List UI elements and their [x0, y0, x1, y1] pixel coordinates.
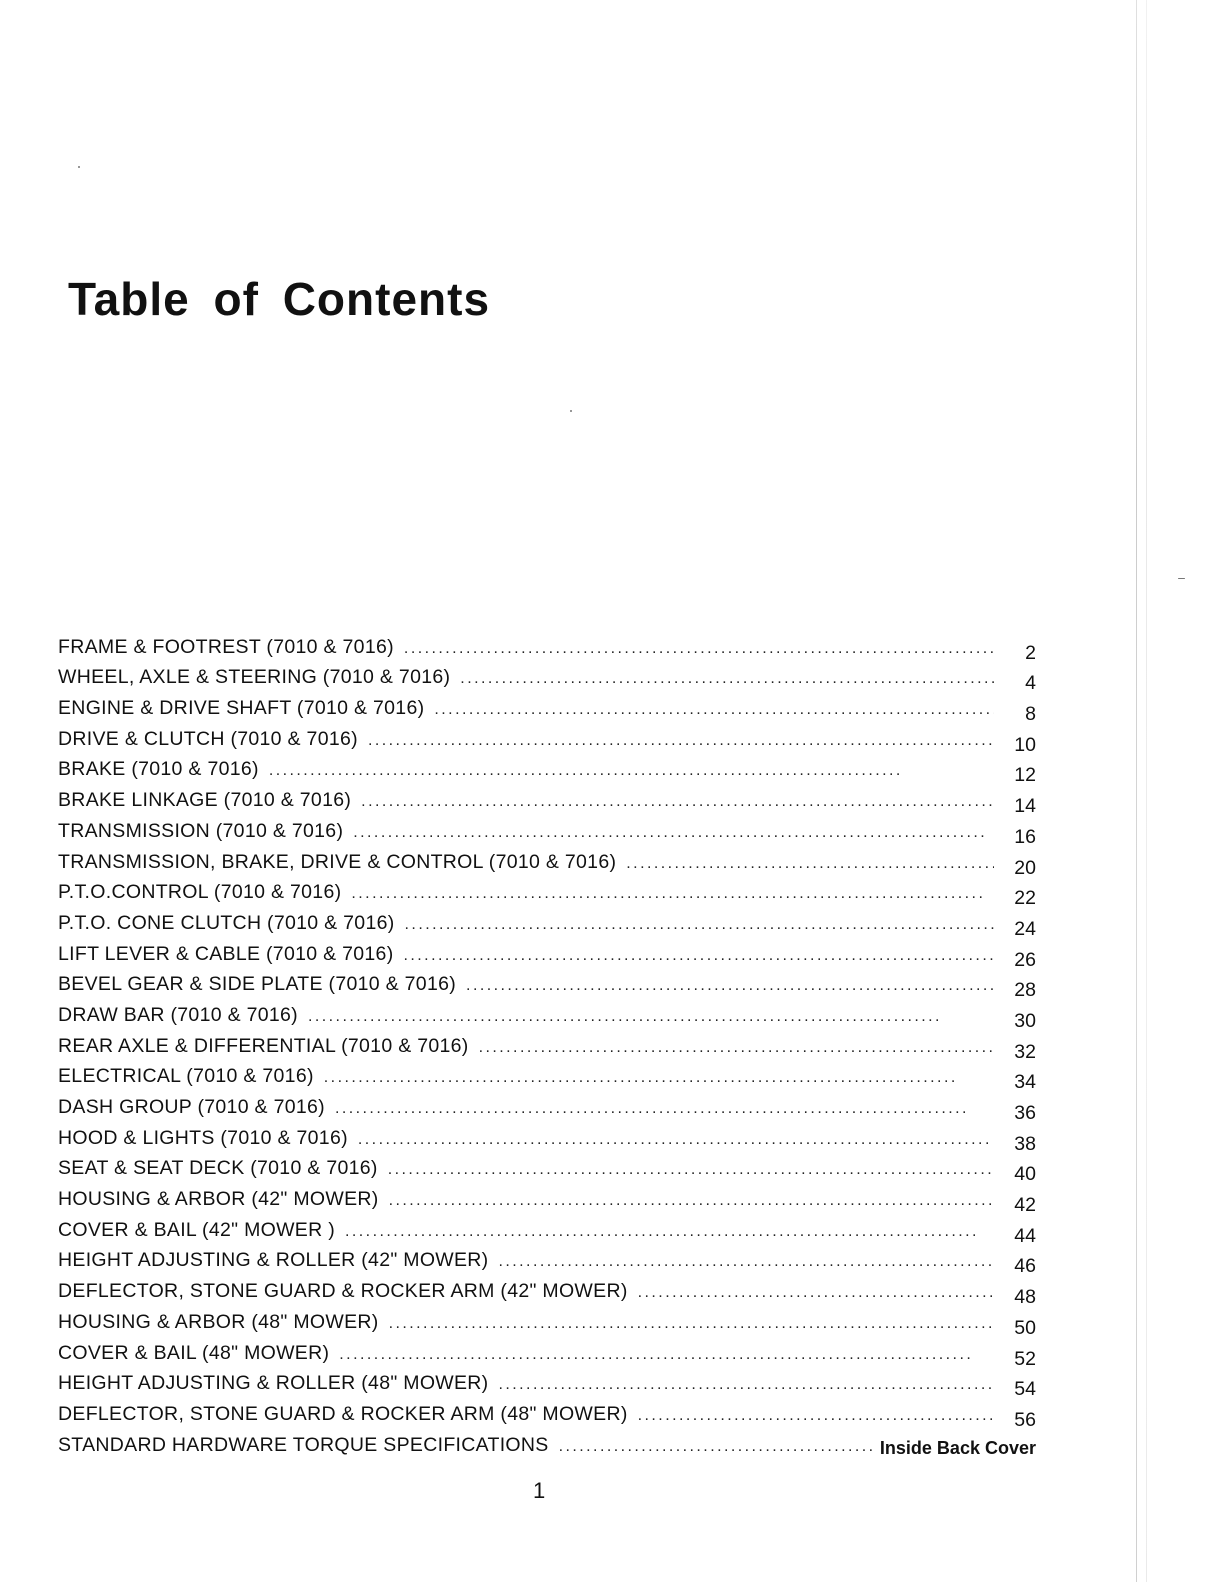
- toc-entry-title: HOOD & LIGHTS (7010 & 7016): [58, 1126, 348, 1149]
- toc-entry-page: 4: [1025, 672, 1036, 695]
- toc-entry-page: 10: [1014, 733, 1036, 756]
- dot-leader: [389, 1313, 994, 1335]
- dot-leader: [269, 760, 994, 782]
- toc-entry[interactable]: [58, 1364, 1036, 1401]
- toc-entry-page: 44: [1014, 1224, 1036, 1247]
- dot-leader: [389, 1190, 994, 1212]
- toc-entry-page: 50: [1014, 1316, 1036, 1339]
- toc-entry[interactable]: [58, 627, 1036, 664]
- toc-entry-page: 30: [1014, 1009, 1036, 1032]
- toc-entry[interactable]: [58, 1394, 1036, 1431]
- dot-leader: [358, 1129, 994, 1151]
- toc-entry-title: SEAT & SEAT DECK (7010 & 7016): [58, 1157, 378, 1180]
- toc-entry-page: 22: [1014, 887, 1036, 910]
- toc-entry-page: 36: [1014, 1102, 1036, 1124]
- dot-leader: [405, 914, 994, 936]
- toc-entry[interactable]: [58, 688, 1036, 726]
- dot-leader: [388, 1159, 994, 1181]
- dot-leader: [368, 730, 994, 752]
- toc-entry-page: 8: [1025, 703, 1036, 726]
- dot-leader: [345, 1221, 994, 1243]
- toc-entry-title: DEFLECTOR, STONE GUARD & ROCKER ARM (42" MOWER): [58, 1280, 628, 1303]
- toc-entry[interactable]: [58, 750, 1036, 787]
- dot-leader: [335, 1098, 994, 1120]
- page-number: 1: [533, 1478, 546, 1503]
- paper-speck: [78, 166, 80, 168]
- dot-leader: [460, 668, 994, 690]
- toc-entry-title: HOUSING & ARBOR (42" MOWER): [58, 1188, 379, 1211]
- page-title: Table of Contents: [68, 273, 491, 325]
- toc-entry[interactable]: [58, 719, 1036, 756]
- toc-entry[interactable]: [58, 842, 1036, 879]
- toc-entry[interactable]: [58, 1179, 1036, 1217]
- toc-entry[interactable]: [58, 658, 1036, 695]
- toc-entry-title: HOUSING & ARBOR (48" MOWER): [58, 1310, 379, 1333]
- toc-entry[interactable]: [58, 1241, 1036, 1278]
- toc-entry-title: DASH GROUP (7010 & 7016): [58, 1096, 325, 1118]
- toc-entry[interactable]: [58, 1271, 1036, 1309]
- toc-entry-page: 32: [1014, 1040, 1036, 1063]
- toc-entry[interactable]: [58, 934, 1036, 971]
- dot-leader: [466, 975, 994, 997]
- dot-leader: [434, 699, 994, 721]
- toc-entry-title: COVER & BAIL (48" MOWER): [58, 1341, 330, 1364]
- toc-entry[interactable]: [58, 1057, 1036, 1094]
- dot-leader: [339, 1344, 994, 1366]
- toc-entry-page: 20: [1014, 856, 1036, 879]
- toc-entry[interactable]: [58, 1087, 1036, 1124]
- toc-entry-title: COVER & BAIL (42" MOWER ): [58, 1218, 335, 1241]
- toc-entry-page: Inside Back Cover: [879, 1437, 1036, 1458]
- toc-entry-page: 56: [1014, 1408, 1036, 1431]
- toc-entry[interactable]: [58, 1118, 1036, 1155]
- dot-leader: [638, 1282, 994, 1304]
- toc-entry-title: P.T.O.CONTROL (7010 & 7016): [58, 881, 342, 904]
- toc-entry[interactable]: [58, 1026, 1036, 1063]
- dot-leader: [361, 791, 994, 813]
- dot-leader: [638, 1405, 994, 1427]
- toc-entry-page: 26: [1014, 948, 1036, 971]
- toc-entry-page: 38: [1014, 1132, 1036, 1155]
- dot-leader: [498, 1374, 994, 1396]
- toc-entry-page: 24: [1014, 917, 1036, 940]
- toc-entry-page: 48: [1014, 1286, 1036, 1309]
- toc-entry[interactable]: [58, 873, 1036, 910]
- dot-leader: [353, 822, 994, 844]
- toc-entry-page: 16: [1014, 825, 1036, 848]
- dot-leader: [559, 1436, 872, 1458]
- toc-entry-page: 40: [1014, 1163, 1036, 1186]
- toc-entry-title: LIFT LEVER & CABLE (7010 & 7016): [58, 942, 394, 965]
- toc-entry-title: HEIGHT ADJUSTING & ROLLER (48" MOWER): [58, 1372, 489, 1395]
- binding-edge-line-faint: [1146, 0, 1147, 1582]
- toc-entry[interactable]: [58, 995, 1036, 1032]
- toc-list: [58, 627, 1036, 1456]
- toc-entry-title: TRANSMISSION (7010 & 7016): [58, 819, 344, 842]
- toc-entry-page: 2: [1025, 641, 1036, 664]
- toc-entry[interactable]: [58, 780, 1036, 818]
- toc-entry-title: ELECTRICAL (7010 & 7016): [58, 1065, 314, 1088]
- toc-entry-page: 52: [1014, 1347, 1036, 1370]
- toc-entry-title: DEFLECTOR, STONE GUARD & ROCKER ARM (48" MOWER): [58, 1402, 628, 1425]
- toc-entry-title: WHEEL, AXLE & STEERING (7010 & 7016): [58, 666, 451, 689]
- dot-leader: [351, 883, 994, 905]
- toc-entry[interactable]: [58, 811, 1036, 848]
- toc-entry[interactable]: [58, 1333, 1036, 1370]
- toc-entry[interactable]: [58, 1302, 1036, 1339]
- dot-leader: [479, 1037, 994, 1059]
- toc-entry-page: 54: [1014, 1378, 1036, 1401]
- toc-entry[interactable]: [58, 965, 1036, 1002]
- toc-entry-title: P.T.O. CONE CLUTCH (7010 & 7016): [58, 911, 395, 934]
- toc-entry[interactable]: [58, 903, 1036, 940]
- toc-entry[interactable]: [58, 1149, 1036, 1186]
- toc-entry-title: FRAME & FOOTREST (7010 & 7016): [58, 635, 394, 658]
- toc-entry-title: STANDARD HARDWARE TORQUE SPECIFICATIONS: [58, 1433, 549, 1456]
- toc-entry-title: REAR AXLE & DIFFERENTIAL (7010 & 7016): [58, 1034, 469, 1057]
- dot-leader: [404, 638, 994, 660]
- toc-entry-page: 34: [1014, 1071, 1036, 1094]
- toc-entry-title: ENGINE & DRIVE SHAFT (7010 & 7016): [58, 697, 425, 720]
- toc-entry[interactable]: [58, 1210, 1036, 1247]
- dot-leader: [498, 1251, 994, 1273]
- toc-entry-title: BRAKE (7010 & 7016): [58, 758, 259, 781]
- toc-entry-page: 46: [1014, 1255, 1036, 1278]
- dot-leader: [308, 1006, 994, 1028]
- toc-entry-title: TRANSMISSION, BRAKE, DRIVE & CONTROL (7010 & 7016): [58, 850, 617, 873]
- dot-leader: [324, 1067, 994, 1089]
- binding-edge-line: [1136, 0, 1137, 1582]
- toc-entry-page: 12: [1014, 764, 1036, 787]
- toc-entry-page: 42: [1014, 1194, 1036, 1217]
- paper-speck: [1178, 578, 1185, 579]
- toc-entry[interactable]: [58, 1425, 1036, 1456]
- toc-entry-title: HEIGHT ADJUSTING & ROLLER (42" MOWER): [58, 1249, 489, 1272]
- dot-leader: [626, 853, 994, 875]
- toc-entry-title: DRIVE & CLUTCH (7010 & 7016): [58, 727, 358, 750]
- dot-leader: [404, 945, 995, 967]
- paper-speck: [570, 410, 572, 412]
- toc-entry-title: BRAKE LINKAGE (7010 & 7016): [58, 789, 352, 812]
- toc-entry-page: 28: [1014, 979, 1036, 1002]
- toc-entry-page: 14: [1014, 795, 1036, 818]
- toc-entry-title: DRAW BAR (7010 & 7016): [58, 1003, 298, 1026]
- toc-entry-title: BEVEL GEAR & SIDE PLATE (7010 & 7016): [58, 973, 457, 996]
